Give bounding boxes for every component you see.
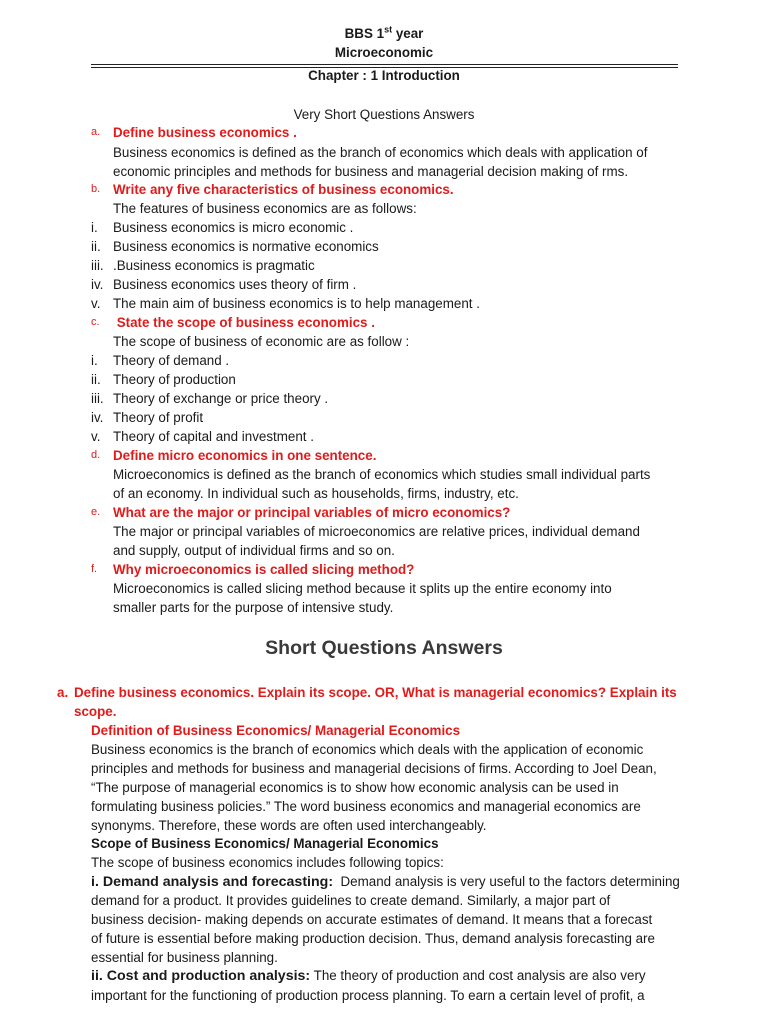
question-heading: State the scope of business economics . [113,315,375,330]
question-heading-continued: scope. [74,704,117,719]
list-number: i. [91,353,98,368]
definition-heading: Definition of Business Economics/ Managerial Economics [91,723,461,738]
answer-line: Microeconomics is defined as the branch of economics which studies small individual parts [113,467,651,482]
list-item: Business economics is normative economics [113,239,379,254]
list-number: iii. [91,258,104,273]
list-number: iv. [91,277,104,292]
scope-heading: Scope of Business Economics/ Managerial Economics [91,836,439,851]
list-item: Business economics is micro economic . [113,220,354,235]
question-marker: a. [57,685,69,700]
list-item: Theory of production [113,372,236,387]
paragraph-line: principles and methods for business and managerial decisions of firms. According to Joel Dean, [91,761,657,776]
question-heading: Define business economics . [113,125,297,140]
very-short-title: Very Short Questions Answers [293,107,475,122]
answer-line: smaller parts for the purpose of intensive study. [113,600,394,615]
answer-line: of an economy. In individual such as households, firms, industry, etc. [113,486,519,501]
header-rule-top [91,64,678,65]
paragraph-line: ii. Cost and production analysis: The theory of production and cost analysis are also very [91,968,646,984]
list-item: Theory of demand . [113,353,230,368]
paragraph-line: “The purpose of managerial economics is to show how economic analysis can be used in [91,780,619,795]
answer-line: Business economics is defined as the branch of economics which deals with application of [113,145,648,160]
demand-label: i. Demand analysis and forecasting: [91,874,334,890]
list-number: iii. [91,391,104,406]
list-item: Theory of capital and investment . [113,429,314,444]
paragraph-line: synonyms. Therefore, these words are often used interchangeably. [91,818,487,833]
paragraph-line: Business economics is the branch of economics which deals with the application of economic [91,742,644,757]
paragraph-line: business decision- making depends on accurate estimates of demand. It means that a forecast [91,912,653,927]
list-item: .Business economics is pragmatic [113,258,315,273]
question-heading: What are the major or principal variables of micro economics? [113,505,511,520]
list-item: Business economics uses theory of firm . [113,277,357,292]
chapter-title: Chapter : 1 Introduction [308,68,460,83]
question-heading: Define business economics. Explain its scope. OR, What is managerial economics? Explain its [74,685,677,700]
list-number: ii. [91,372,101,387]
answer-intro: The features of business economics are as follows: [113,201,417,216]
paragraph-line: of future is essential before making production decision. Thus, demand analysis forecasting are [91,931,655,946]
answer-line: and supply, output of individual firms and so on. [113,543,395,558]
question-marker: f. [91,563,98,575]
question-heading: Define micro economics in one sentence. [113,448,377,463]
list-item: Theory of profit [113,410,204,425]
list-number: i. [91,220,98,235]
paragraph-line: important for the functioning of production process planning. To earn a certain level of profit, a [91,988,645,1003]
question-marker: e. [91,506,101,518]
answer-intro: The scope of business of economic are as follow : [113,334,410,349]
list-item: The main aim of business economics is to help management . [113,296,480,311]
question-marker: b. [91,183,101,195]
short-questions-title: Short Questions Answers [265,637,503,659]
subject-title: Microeconomic [334,45,434,60]
scope-intro: The scope of business economics includes following topics: [91,855,444,870]
list-number: v. [91,296,101,311]
question-heading: Why microeconomics is called slicing method? [113,562,415,577]
paragraph-line: i. Demand analysis and forecasting: Demand analysis is very useful to the factors determining [91,874,680,890]
question-marker: d. [91,449,101,461]
list-item: Theory of exchange or price theory . [113,391,329,406]
paragraph-line: essential for business planning. [91,950,278,965]
paragraph-line: demand for a product. It provides guidelines to create demand. Similarly, a major part of [91,893,611,908]
answer-line: The major or principal variables of microeconomics are relative prices, individual demand [113,524,640,539]
answer-line: Microeconomics is called slicing method because it splits up the entire economy into [113,581,612,596]
answer-line: economic principles and methods for business and managerial decision making of rms. [113,164,629,179]
question-heading: Write any five characteristics of business economics. [113,182,454,197]
list-number: ii. [91,239,101,254]
list-number: iv. [91,410,104,425]
paragraph-line: formulating business policies.” The word business economics and managerial economics are [91,799,641,814]
course-title: BBS 1st year [344,24,424,41]
question-marker: a. [91,126,101,138]
list-number: v. [91,429,101,444]
cost-label: ii. Cost and production analysis: [91,968,311,984]
question-marker: c. [91,316,100,328]
